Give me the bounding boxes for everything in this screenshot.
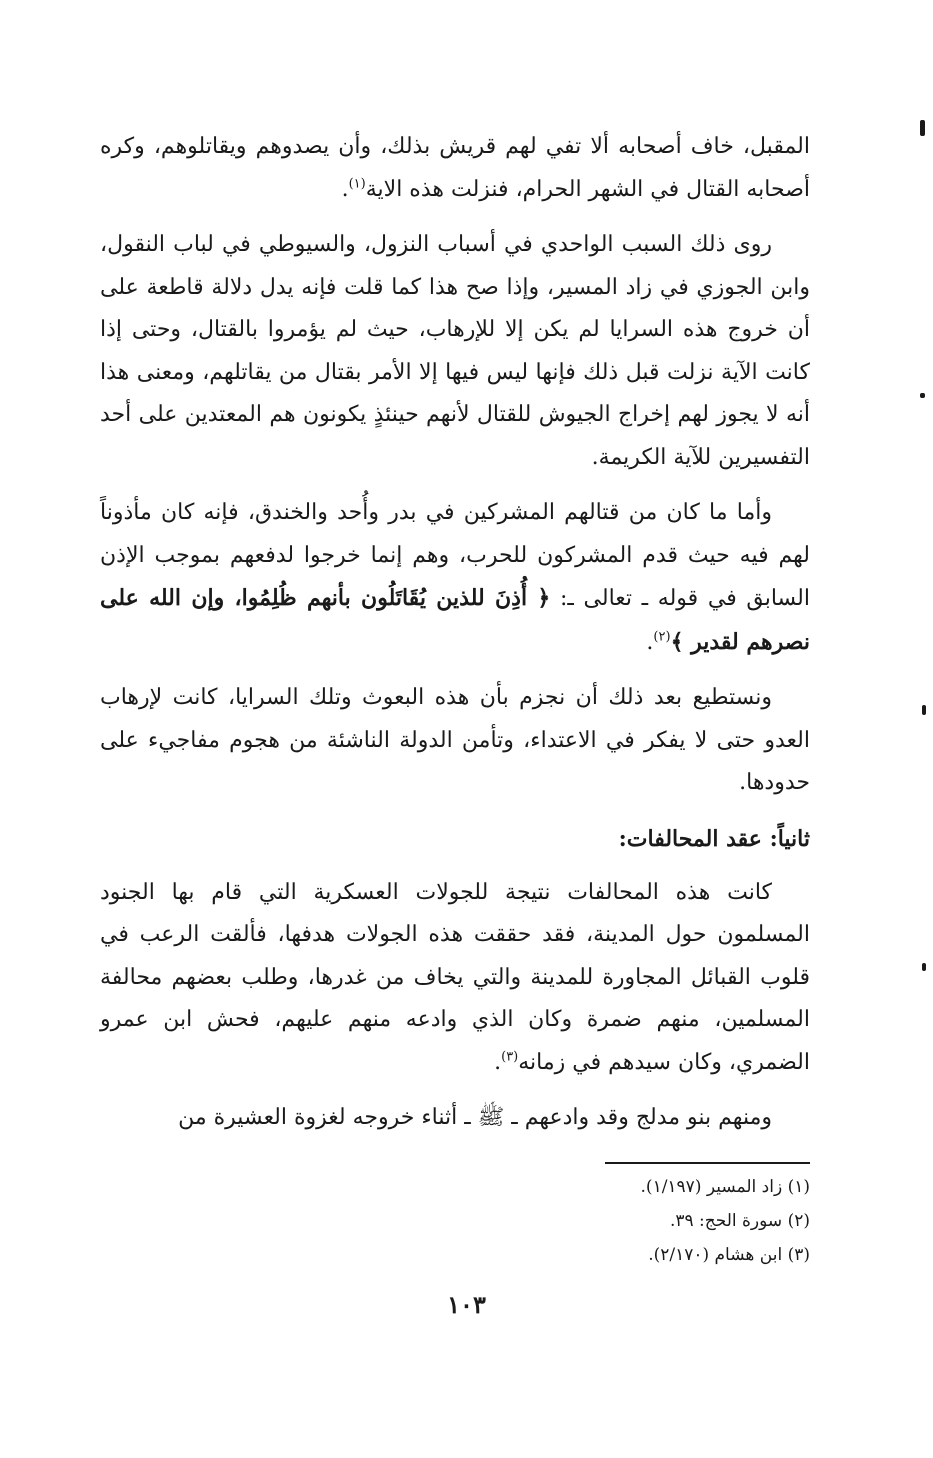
footnote-ref[interactable]: (١) bbox=[348, 176, 366, 192]
paragraph-text: ونستطيع بعد ذلك أن نجزم بأن هذه البعوث وتلك السرايا، كانت لإرهاب العدو حتى لا يفكر في الاعتداء، وتأمن الدولة الناشئة من هجوم مفاجيء على حدودها. bbox=[100, 685, 810, 795]
paragraph-battles bbox=[100, 492, 810, 664]
footnote-ref[interactable]: (٣) bbox=[501, 1049, 519, 1065]
footnote-2: (٢) سورة الحج: ٣٩. bbox=[669, 1211, 810, 1231]
footnotes bbox=[510, 1162, 810, 1272]
quran-verse: ﴿ أُذِنَ للذين يُقَاتَلُون بأنهم ظُلِمُوا، وإن الله على نصرهم لقدير ﴾ bbox=[100, 585, 810, 655]
paragraph-text: وأما ما كان من قتالهم المشركين في بدر وأُحد والخندق، فإنه كان مأذوناً لهم فيه حيث قدم المشركون للحرب، وهم إنما خرجوا لدفعهم بموجب الإذن السابق في قوله ـ تعالى ـ: bbox=[100, 500, 811, 611]
paragraph-text: كانت هذه المحالفات نتيجة للجولات العسكرية التي قام بها الجنود المسلمون حول المدينة، فقد حققت هذه الجولات هدفها، فألقت الرعب في قلوب القبائل المجاورة للمدينة والتي يخاف من غدرها، وطلب بعضهم محالفة المسلمين، منهم ضمرة وكان الذي وادعه منهم عليهم، فحش ابن عمرو الضمري، وكان سيدهم في زمانه bbox=[100, 879, 810, 1075]
paragraph-continued bbox=[100, 126, 810, 211]
margin-mark bbox=[922, 705, 926, 715]
paragraph-text-end: . bbox=[646, 629, 654, 655]
page-body bbox=[100, 126, 810, 1153]
paragraph-text: ومنهم بنو مدلج وقد وادعهم ـ ﷺ ـ أثناء خروجه لغزوة العشيرة من bbox=[178, 1105, 772, 1130]
margin-mark bbox=[920, 120, 925, 136]
footnote-1: (١) زاد المسير (١/١٩٧). bbox=[640, 1177, 810, 1197]
paragraph-text: روى ذلك السبب الواحدي في أسباب النزول، والسيوطي في لباب النقول، وابن الجوزي في زاد المسير، وإذا صح هذا كما قلت فإنه يدل دلالة قاطعة على أن خروج هذه السرايا لم يكن إلا للإرهاب، حيث لم يؤمروا بالقتال، وحتى إذا كانت الآية نزلت قبل ذلك فإنها ليس فيها إلا الأمر بقتال من يقاتلهم، ومعنى هذا أنه لا يجوز لهم إخراج الجيوش للقتال لأنهم حينئذٍ يكونون هم المعتدين على أحد التفسيرين للآية الكريمة. bbox=[100, 232, 810, 470]
section-heading: ثانياً: عقد المحالفات: bbox=[618, 825, 810, 852]
paragraph-alliances bbox=[100, 872, 810, 1085]
footnote-3: (٣) ابن هشام (٢/١٧٠). bbox=[648, 1245, 810, 1265]
paragraph-text-end: . bbox=[494, 1049, 502, 1075]
footnote-divider bbox=[605, 1162, 810, 1164]
paragraph-bani-mudlij bbox=[100, 1097, 810, 1140]
footnote-ref[interactable]: (٢) bbox=[653, 629, 671, 645]
paragraph-sources bbox=[100, 224, 810, 479]
margin-mark bbox=[920, 393, 925, 398]
paragraph-text-end: . bbox=[341, 176, 349, 202]
margin-mark bbox=[922, 963, 926, 971]
paragraph-text: المقبل، خاف أصحابه ألا تفي لهم قريش بذلك، وأن يصدوهم ويقاتلوهم، وكره أصحابه القتال في الشهر الحرام، فنزلت هذه الاية bbox=[100, 134, 810, 202]
page-number: ١٠٣ bbox=[447, 1290, 486, 1319]
paragraph-conclusion bbox=[100, 677, 810, 805]
